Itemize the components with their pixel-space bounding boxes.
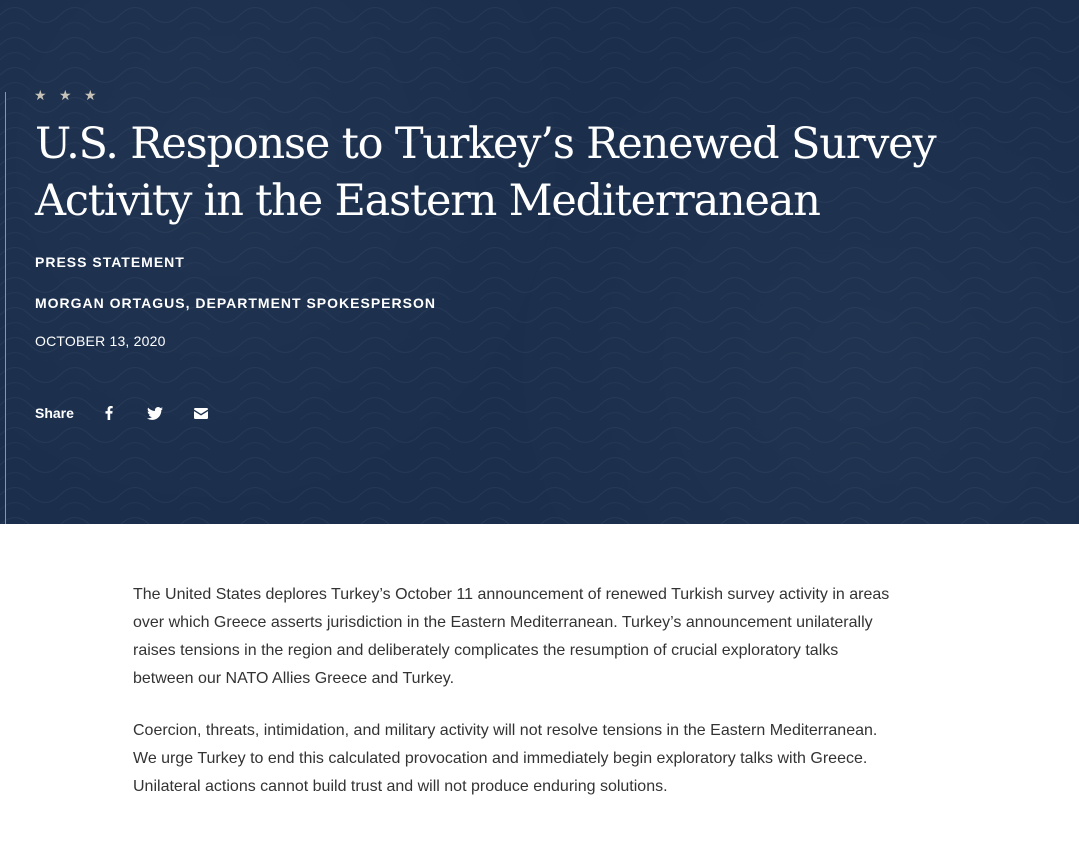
- article-paragraph: Coercion, threats, intimidation, and military activity will not resolve tensions in the Eastern Mediterranean. We urge Turkey to end this calculated provocation and immediately begin exploratory talks with Greece. Unilateral actions cannot build trust and will not produce enduring solutions.: [133, 722, 878, 795]
- article-body: [133, 581, 893, 825]
- twitter-share-button[interactable]: [144, 403, 166, 423]
- article-author: MORGAN ORTAGUS, DEPARTMENT SPOKESPERSON: [35, 295, 436, 311]
- page-title: U.S. Response to Turkey’s Renewed Survey Activity in the Eastern Mediterranean: [35, 119, 936, 226]
- facebook-icon: [105, 406, 113, 420]
- share-bar: [35, 403, 236, 423]
- email-share-button[interactable]: [190, 403, 212, 423]
- article-date: OCTOBER 13, 2020: [35, 333, 166, 349]
- twitter-icon: [147, 407, 163, 420]
- facebook-share-button[interactable]: [98, 403, 120, 423]
- article-paragraph: The United States deplores Turkey’s October 11 announcement of renewed Turkish survey activity in areas over which Greece asserts jurisdiction in the Eastern Mediterranean. Turkey’s announcement unilaterally raises tensions in the region and deliberately complicates the resumption of crucial exploratory talks between our NATO Allies Greece and Turkey.: [133, 586, 890, 687]
- share-label: Share: [35, 405, 74, 421]
- email-icon: [194, 408, 208, 419]
- stars-decoration: ★ ★ ★: [34, 88, 101, 104]
- article-type: PRESS STATEMENT: [35, 254, 185, 270]
- hero-left-rule: [5, 92, 6, 524]
